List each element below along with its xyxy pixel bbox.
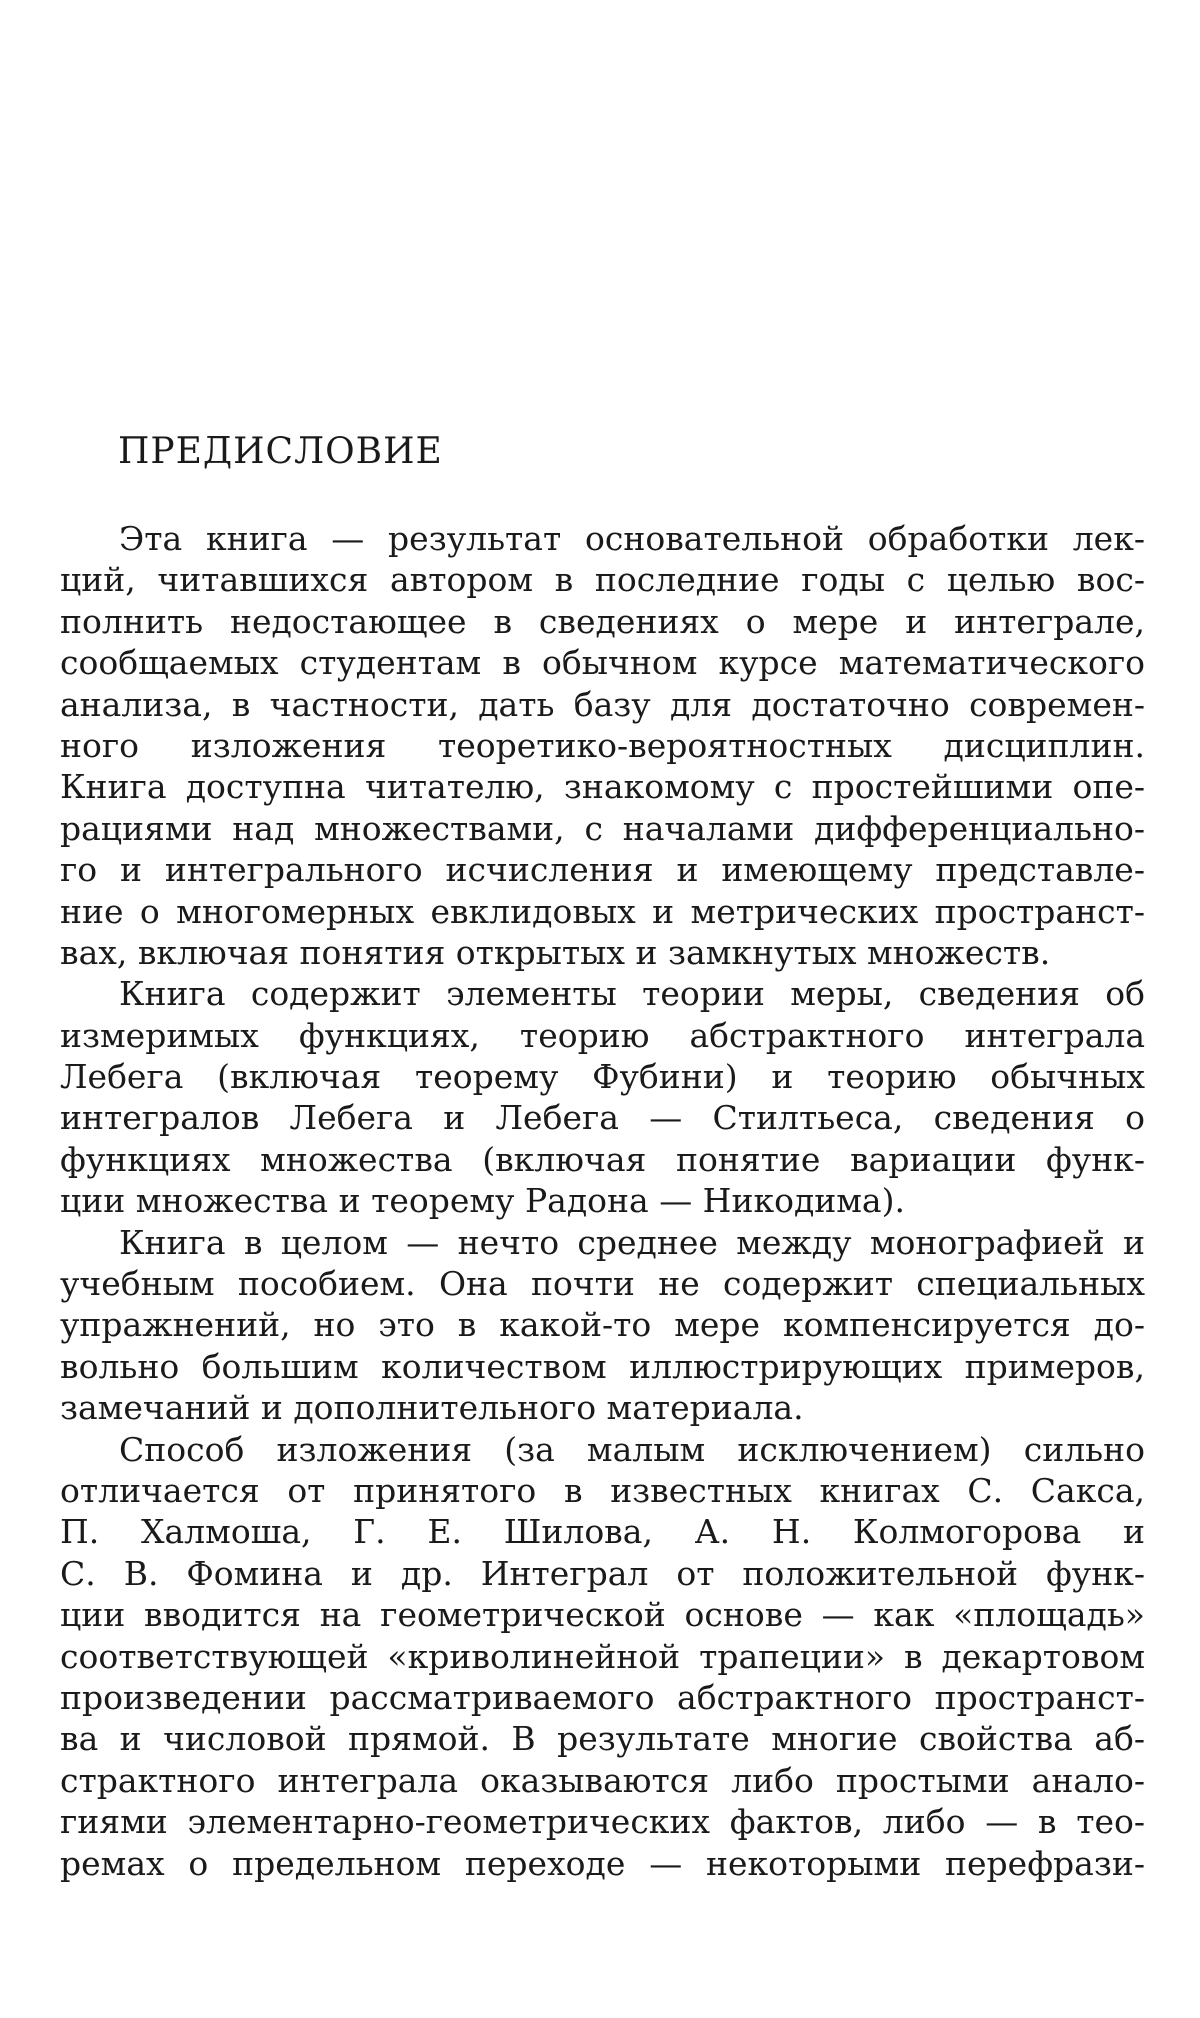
text-line: ние о многомерных евклидовых и метрических пространст- [60, 891, 1145, 931]
text-line: вольно большим количеством иллюстрирующих примеров, [60, 1346, 1145, 1386]
text-line: учебным пособием. Она почти не содержит специальных [60, 1264, 1145, 1304]
preface-body [60, 518, 1145, 1884]
text-line: рациями над множествами, с началами дифференциально- [60, 808, 1145, 848]
text-line: ций, читавшихся автором в последние годы с целью вос- [60, 560, 1145, 600]
text-line: произведении рассматриваемого абстрактного пространст- [60, 1677, 1145, 1717]
text-line: страктного интеграла оказываются либо простыми анало- [60, 1760, 1145, 1800]
text-line: отличается от принятого в известных книгах С. Сакса, [60, 1470, 1145, 1510]
text-line: ного изложения теоретико-вероятностных дисциплин. [60, 725, 1145, 765]
text-line: интегралов Лебега и Лебега — Стилтьеса, сведения о [60, 1098, 1145, 1138]
text-line: ции вводится на геометрической основе — как «площадь» [60, 1595, 1145, 1635]
text-line: Способ изложения (за малым исключением) сильно [119, 1429, 1145, 1469]
text-line: Книга доступна читателю, знакомому с простейшими опе- [60, 767, 1145, 807]
text-line: С. В. Фомина и др. Интеграл от положительной функ- [60, 1553, 1145, 1593]
text-line: соответствующей «криволинейной трапеции» в декартовом [60, 1636, 1145, 1676]
text-line: функциях множества (включая понятие вариации функ- [60, 1139, 1145, 1179]
text-line: упражнений, но это в какой-то мере компенсируется до- [60, 1305, 1145, 1345]
text-line: гиями элементарно-геометрических фактов, либо — в тео- [60, 1802, 1145, 1842]
text-line: ва и числовой прямой. В результате многие свойства аб- [60, 1719, 1145, 1759]
text-line: замечаний и дополнительного материала. [60, 1388, 804, 1428]
text-line: ции множества и теорему Радона — Никодима). [60, 1181, 905, 1221]
text-line: П. Халмоша, Г. Е. Шилова, А. Н. Колмогорова и [60, 1512, 1145, 1552]
text-line: полнить недостающее в сведениях о мере и интеграле, [60, 601, 1145, 641]
text-line: вах, включая понятия открытых и замкнутых множеств. [60, 932, 1051, 972]
page-title: ПРЕДИСЛОВИЕ [118, 431, 443, 472]
text-line: Книга в целом — нечто среднее между монографией и [119, 1222, 1145, 1262]
text-line: Лебега (включая теорему Фубини) и теорию обычных [60, 1057, 1145, 1097]
text-line: сообщаемых студентам в обычном курсе математического [60, 643, 1145, 683]
text-line: го и интегрального исчисления и имеющему представле- [60, 850, 1145, 890]
text-line: ремах о предельном переходе — некоторыми перефрази- [60, 1843, 1145, 1883]
text-line: Эта книга — результат основательной обработки лек- [119, 519, 1145, 558]
text-line: Книга содержит элементы теории меры, сведения об [119, 974, 1145, 1014]
text-line: измеримых функциях, теорию абстрактного интеграла [60, 1015, 1145, 1055]
text-line: анализа, в частности, дать базу для достаточно современ- [60, 684, 1145, 724]
